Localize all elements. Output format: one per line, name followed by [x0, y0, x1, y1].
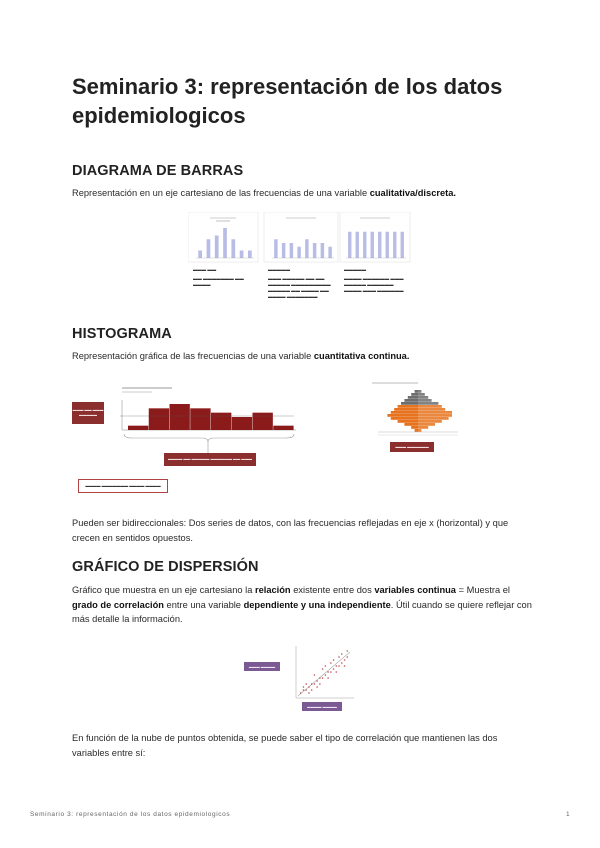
heading-grafico-dispersion: GRÁFICO DE DISPERSIÓN [72, 559, 259, 575]
scatter-point-22 [338, 656, 340, 658]
scatter-point-31 [316, 686, 318, 688]
pyramid-left-bar-2 [408, 396, 418, 399]
population-pyramid-figure [368, 380, 468, 454]
scatter-point-3 [308, 686, 310, 688]
page-footer: Seminario 3: representación de los datos epidemiologicos [30, 811, 231, 818]
pyramid-left-bar-8 [387, 414, 418, 417]
histograma-description: Representación gráfica de las frecuencias de una variable cuantitativa continua. [72, 351, 410, 361]
pyramid-right-bar-3 [418, 399, 432, 402]
scatter-point-28 [325, 665, 327, 667]
scatter-point-17 [346, 656, 348, 658]
bar-chart-1-bar-5 [240, 251, 244, 259]
scatter-point-32 [308, 692, 310, 694]
histogram-bar-5 [232, 417, 252, 430]
scatter-point-19 [314, 674, 316, 676]
histogram-bar-1 [149, 408, 169, 430]
pyramid-left-bar-10 [398, 420, 418, 423]
pyramid-right-bar-12 [418, 426, 428, 429]
pyramid-left-bar-4 [401, 402, 418, 405]
scatter-point-27 [344, 665, 346, 667]
scatter-points [300, 650, 348, 694]
bar-chart-2-bar-4 [305, 239, 308, 258]
bar-chart-1-caption: ▬▬▬ ▬▬ ▬▬ ▬▬▬▬▬▬▬ ▬▬ ▬▬▬▬ [193, 267, 244, 287]
pyramid-left-bar-6 [394, 408, 418, 411]
bar-chart-2-bar-7 [328, 247, 331, 258]
histogram-figure [72, 380, 302, 498]
histogram-bar-2 [170, 404, 190, 430]
histogram-bars [128, 404, 294, 430]
scatter-point-29 [333, 659, 335, 661]
barras-description: Representación en un eje cartesiano de las frecuencias de una variable cualitativa/discreta. [72, 188, 456, 198]
pyramid-left-bar-12 [411, 426, 418, 429]
histogram-bar-3 [190, 408, 210, 430]
bar-chart-1-bar-0 [198, 251, 202, 259]
bar-chart-2-bar-3 [297, 247, 300, 258]
scatter-point-15 [341, 662, 343, 664]
scatter-point-20 [322, 668, 324, 670]
scatter-figure [244, 640, 360, 712]
bar-chart-1-bar-4 [231, 239, 235, 258]
scatter-point-7 [319, 677, 321, 679]
scatter-point-14 [338, 665, 340, 667]
histogram-bar-7 [273, 426, 293, 430]
scatter-point-6 [316, 680, 318, 682]
scatter-point-30 [341, 653, 343, 655]
bar-chart-3-bar-4 [378, 232, 381, 258]
scatter-point-10 [327, 671, 329, 673]
bar-chart-3-bar-5 [386, 232, 389, 258]
pyramid-left-bar-3 [404, 399, 418, 402]
pyramid-right-bar-9 [418, 417, 449, 420]
population-pyramid [387, 390, 452, 432]
scatter-point-8 [322, 677, 324, 679]
scatter-label-bottom: ▬▬▬▬ ▬▬▬▬ [302, 702, 342, 711]
pyramid-label: ▬▬▬ ▬▬▬▬▬▬ [390, 442, 434, 452]
pyramid-left-bar-13 [415, 429, 418, 432]
pyramid-right-bar-10 [418, 420, 442, 423]
scatter-point-1 [303, 689, 305, 691]
bar-chart-3-caption: ▬▬▬▬▬ ▬▬▬▬ ▬▬▬▬▬▬ ▬▬▬ ▬▬▬▬▬ ▬▬▬▬▬▬ ▬▬▬▬ ▬▬▬ ▬▬▬▬▬▬ [344, 267, 404, 293]
scatter-point-11 [330, 671, 332, 673]
histogram-bar-6 [253, 413, 273, 430]
pyramid-left-bar-1 [411, 393, 418, 396]
bar-chart-1-bar-1 [207, 239, 211, 258]
bar-chart-2-bar-0 [274, 239, 277, 258]
histogram-label-outline: ▬▬▬▬ ▬▬▬▬▬▬▬ ▬▬▬▬ ▬▬▬▬ [78, 479, 168, 493]
scatter-point-25 [327, 677, 329, 679]
scatter-point-34 [303, 686, 305, 688]
bar-chart-1-bar-3 [223, 228, 227, 258]
pyramid-right-bar-2 [418, 396, 428, 399]
bar-chart-3-bar-6 [393, 232, 396, 258]
bar-chart-2-bar-5 [313, 243, 316, 258]
bar-chart-3-bar-1 [356, 232, 359, 258]
dispersion-description: Gráfico que muestra en un eje cartesiano la relación existente entre dos variables continua = Muestra el grado de correlación entre una variable dependiente y una independiente. Útil cuando se quiere reflejar con más detalle la información. [72, 585, 532, 624]
scatter-point-9 [325, 674, 327, 676]
bar-charts-figure [188, 212, 414, 324]
correlacion-text: En función de la nube de puntos obtenida, se puede saber el tipo de correlación que mantienen las dos variables entre sí: [72, 733, 498, 758]
heading-histograma: HISTOGRAMA [72, 326, 172, 342]
page-number: 1 [566, 811, 570, 818]
bidireccional-text: Pueden ser bidireccionales: Dos series de datos, con las frecuencias reflejadas en eje x (horizontal) y que crecen en sentidos opuestos. [72, 518, 509, 543]
scatter-point-33 [346, 650, 348, 652]
scatter-point-18 [305, 683, 307, 685]
bar-chart-2-caption: ▬▬▬▬▬ ▬▬▬ ▬▬▬▬▬ ▬▬ ▬▬ ▬▬▬▬▬ ▬▬▬▬▬▬▬▬▬ ▬▬▬▬▬ ▬▬ ▬▬▬▬ ▬▬ ▬▬▬▬ ▬▬▬▬▬▬▬ [268, 267, 331, 299]
pyramid-right-bar-1 [418, 393, 425, 396]
pyramid-left-bar-0 [415, 390, 418, 393]
scatter-point-0 [300, 692, 302, 694]
scatter-point-4 [311, 683, 313, 685]
pyramid-left-bar-5 [398, 405, 418, 408]
bar-chart-2-bar-2 [290, 243, 293, 258]
scatter-label-left: ▬▬▬ ▬▬▬▬ [244, 662, 280, 671]
scatter-point-13 [336, 665, 338, 667]
bar-chart-2-bar-1 [282, 243, 285, 258]
histogram-label-bottom: ▬▬▬▬ ▬▬ ▬▬▬▬▬ ▬▬▬▬▬▬ ▬▬ ▬▬▬ [164, 453, 256, 466]
bar-chart-3-bar-7 [401, 232, 404, 258]
heading-diagrama-barras: DIAGRAMA DE BARRAS [72, 163, 244, 179]
pyramid-right-bar-7 [418, 411, 452, 414]
pyramid-right-bar-13 [418, 429, 421, 432]
scatter-point-24 [319, 683, 321, 685]
pyramid-right-bar-0 [418, 390, 421, 393]
bar-chart-3-bar-3 [371, 232, 374, 258]
scatter-point-5 [314, 683, 316, 685]
histogram-bar-4 [211, 413, 231, 430]
histogram-bracket [124, 434, 294, 442]
scatter-point-2 [305, 689, 307, 691]
pyramid-left-bar-11 [404, 423, 418, 426]
pyramid-right-bar-11 [418, 423, 435, 426]
bar-chart-1-bar-6 [248, 251, 252, 259]
bar-chart-2-bar-6 [321, 243, 324, 258]
histogram-bar-0 [128, 426, 148, 430]
scatter-point-21 [330, 662, 332, 664]
pyramid-right-bar-5 [418, 405, 442, 408]
scatter-point-12 [333, 668, 335, 670]
pyramid-right-bar-8 [418, 414, 452, 417]
bar-chart-3-bar-2 [363, 232, 366, 258]
scatter-point-16 [344, 659, 346, 661]
scatter-point-26 [336, 671, 338, 673]
page-title: Seminario 3: representación de los datos epidemiologicos [72, 74, 503, 128]
bar-chart-3-bar-0 [348, 232, 351, 258]
bar-chart-1-bar-2 [215, 236, 219, 259]
histogram-label-left: ▬▬▬ ▬▬ ▬▬▬ ▬▬▬▬▬ [72, 402, 104, 424]
pyramid-right-bar-6 [418, 408, 445, 411]
pyramid-left-bar-7 [391, 411, 418, 414]
scatter-point-23 [311, 689, 313, 691]
pyramid-left-bar-9 [391, 417, 418, 420]
pyramid-right-bar-4 [418, 402, 438, 405]
